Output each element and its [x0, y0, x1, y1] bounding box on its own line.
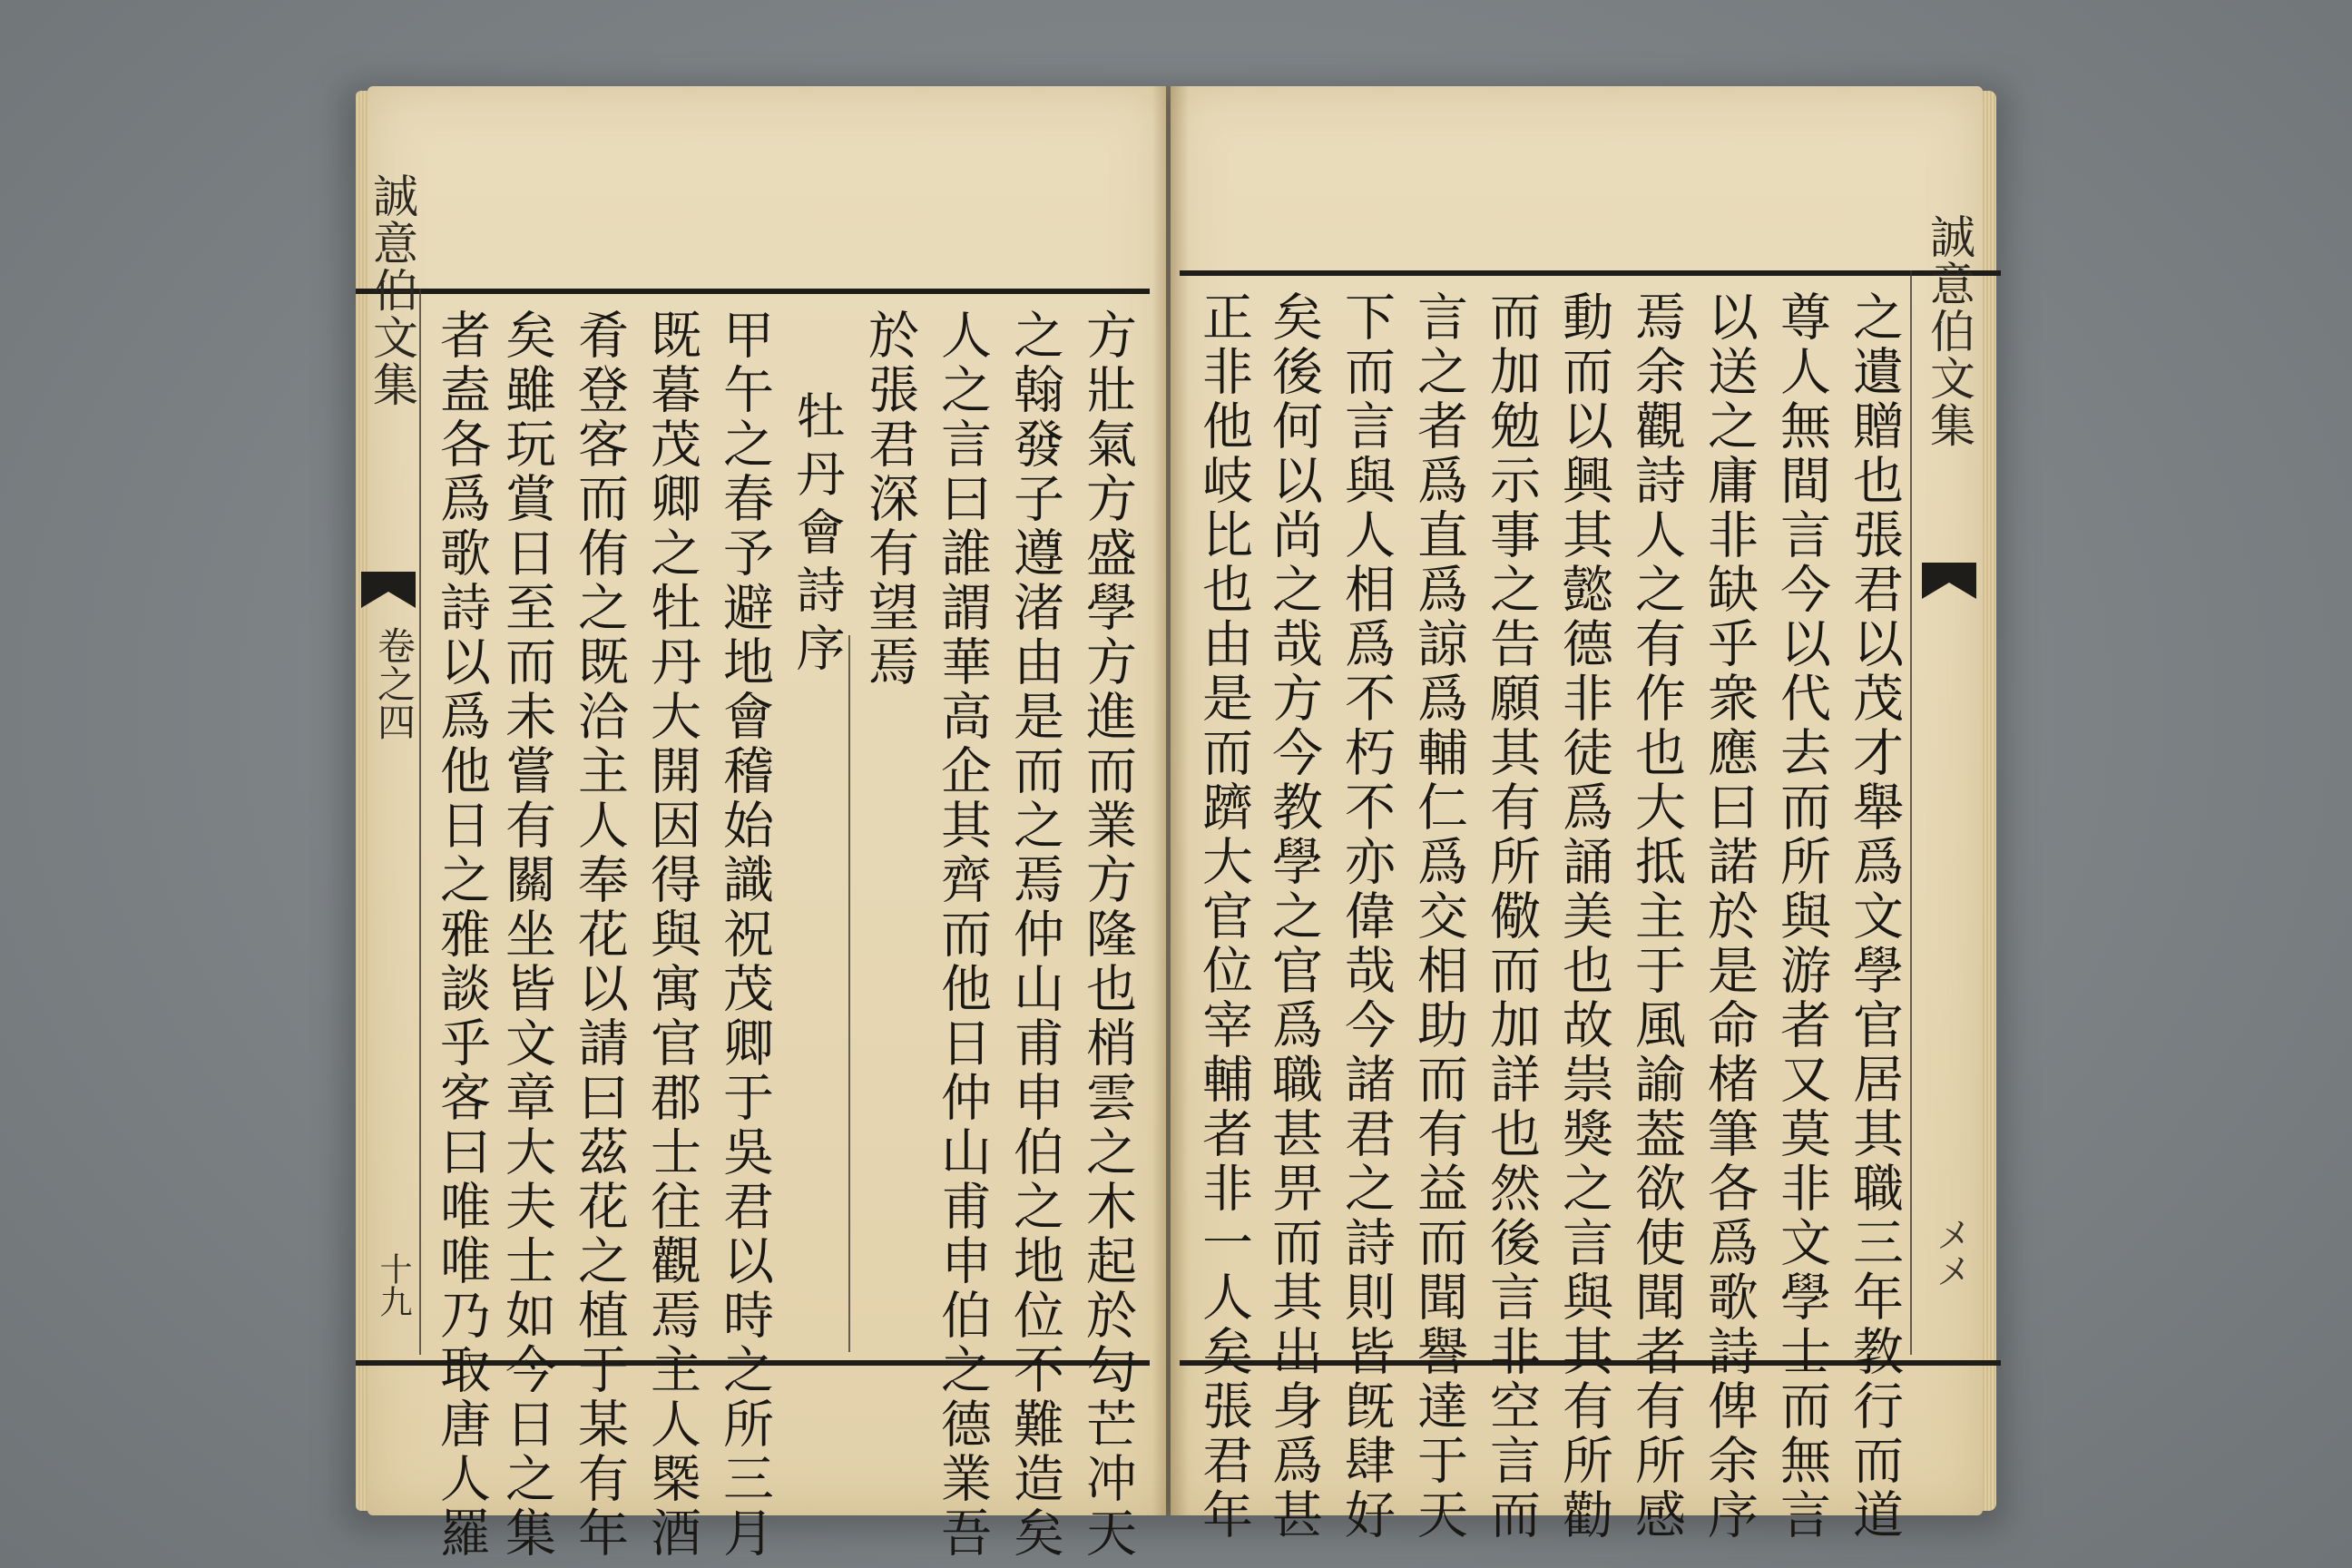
- column-rule: [419, 289, 421, 1355]
- left-column-1: 方壯氣方盛學方進而業方隆也梢雲之木起於勾芒冲天: [1078, 309, 1137, 1561]
- right-column-7: 言之者爲直爲諒爲輔仁爲交相助而有益而聞譽達于天: [1409, 290, 1468, 1543]
- column-rule: [1910, 270, 1912, 1355]
- left-column-2: 之翰發子遵渚由是而之焉仲山甫申伯之地位不難造矣: [1005, 309, 1064, 1561]
- right-margin-title: 誠意伯文集: [1923, 213, 1975, 449]
- right-column-3: 以送之庸非缺乎衆應曰諾於是命楮筆各爲歌詩俾余序: [1700, 290, 1759, 1543]
- folio-number: 十九: [375, 1252, 412, 1318]
- right-column-5: 動而以興其懿德非徒爲誦美也故祟獎之言與其有所勸: [1554, 290, 1613, 1543]
- section-title: 牡丹會詩序: [789, 390, 846, 681]
- right-column-9: 矣後何以尚之哉方今教學之官爲職甚畀而其出身爲甚: [1264, 290, 1323, 1543]
- left-column-3: 人之言曰誰謂華高企其齊而他日仲山甫申伯之德業吾: [933, 309, 992, 1561]
- right-column-1: 之遺贈也張君以茂才舉爲文學官居其職三年教行而道: [1845, 290, 1904, 1543]
- right-column-10: 正非他岐比也由是而躋大官位宰輔者非一人矣張君年: [1194, 290, 1253, 1543]
- left-column-9: 矣雖玩賞日至而未嘗有關坐皆文章大夫士如今日之集: [497, 309, 556, 1561]
- right-column-2: 尊人無間言今以代去而所與游者又莫非文學士而無言: [1772, 290, 1831, 1543]
- right-column-4: 焉余觀詩人之有作也大抵主于風諭葢欲使聞者有所感: [1627, 290, 1686, 1543]
- juan-label: 卷之四: [372, 626, 416, 740]
- left-column-4: 於張君深有望焉: [860, 309, 919, 690]
- column-rule: [848, 635, 850, 1352]
- left-column-8: 肴登客而侑之既洽主人奉花以請曰茲花之植于某有年: [570, 309, 629, 1561]
- left-margin-title: 誠意伯文集: [366, 172, 418, 408]
- left-column-6: 甲午之春予避地會稽始識祝茂卿于吳君以時之所三月: [715, 309, 774, 1561]
- right-column-6: 而加勉示事之告願其有所儆而加詳也然後言非空言而: [1482, 290, 1541, 1543]
- left-column-7: 既暮茂卿之牡丹大開因得與寓官郡士往觀焉主人㮣酒: [642, 309, 701, 1561]
- left-column-10: 者盍各爲歌詩以爲他日之雅談乎客曰唯唯乃取唐人羅: [432, 309, 491, 1561]
- right-column-8: 下而言與人相爲不朽不亦偉哉今諸君之詩則皆旣肆好: [1337, 290, 1396, 1543]
- side-mark: メメ: [1930, 1216, 1972, 1289]
